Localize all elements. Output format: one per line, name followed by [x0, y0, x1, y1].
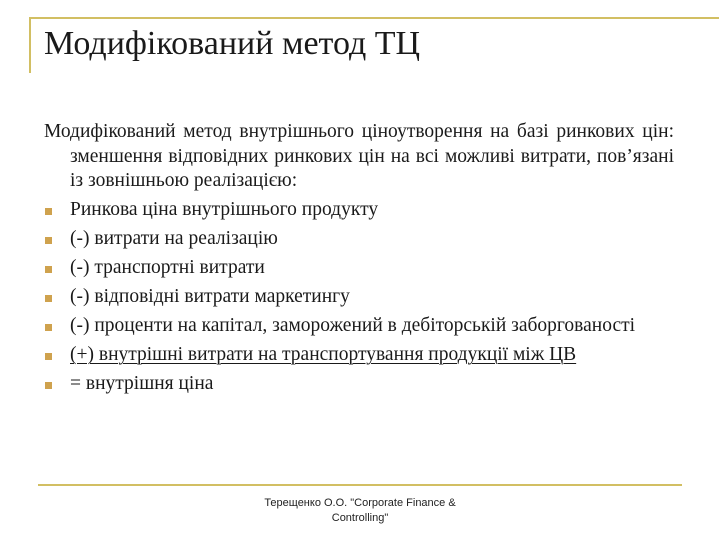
- list-item: [44, 339, 674, 368]
- square-bullet-icon: [45, 208, 52, 215]
- square-bullet-icon: [45, 353, 52, 360]
- bullet-text: (-) витрати на реалізацію: [70, 228, 278, 249]
- footer-divider: [38, 484, 682, 486]
- title-frame-top-line: [29, 17, 719, 19]
- list-item: [44, 223, 674, 252]
- square-bullet-icon: [45, 382, 52, 389]
- bullet-text-underlined: (+) внутрішні витрати на транспортування продукції між ЦВ: [70, 344, 577, 365]
- slide-title: Модифікований метод ТЦ: [44, 25, 421, 62]
- title-frame-left-line: [29, 17, 31, 73]
- square-bullet-icon: [45, 324, 52, 331]
- bullet-text: (-) транспортні витрати: [70, 257, 265, 278]
- slide-body: [44, 120, 674, 397]
- bullet-text: Ринкова ціна внутрішнього продукту: [70, 199, 379, 220]
- footer-credit-line-1: Терещенко О.О. "Corporate Finance &: [264, 497, 456, 509]
- square-bullet-icon: [45, 295, 52, 302]
- footer-credit-line-2: Controlling": [331, 512, 389, 524]
- list-item: [44, 310, 674, 339]
- bullet-text: (-) проценти на капітал, заморожений в дебіторській заборгованості: [70, 315, 636, 336]
- bullet-text: = внутрішня ціна: [70, 373, 214, 394]
- bullet-text: (-) відповідні витрати маркетингу: [70, 286, 350, 307]
- list-item: [44, 281, 674, 310]
- list-item: [44, 368, 674, 397]
- list-item: [44, 252, 674, 281]
- intro-paragraph: Модифікований метод внутрішнього ціноутворення на базі ринкових цін: зменшення відповідних ринкових цін на всі можливі витрати, пов’язані із зовнішньою реалізацією:: [44, 121, 674, 191]
- square-bullet-icon: [45, 237, 52, 244]
- bullet-list: [44, 194, 674, 397]
- square-bullet-icon: [45, 266, 52, 273]
- footer-credit: [200, 496, 520, 526]
- list-item: [44, 194, 674, 223]
